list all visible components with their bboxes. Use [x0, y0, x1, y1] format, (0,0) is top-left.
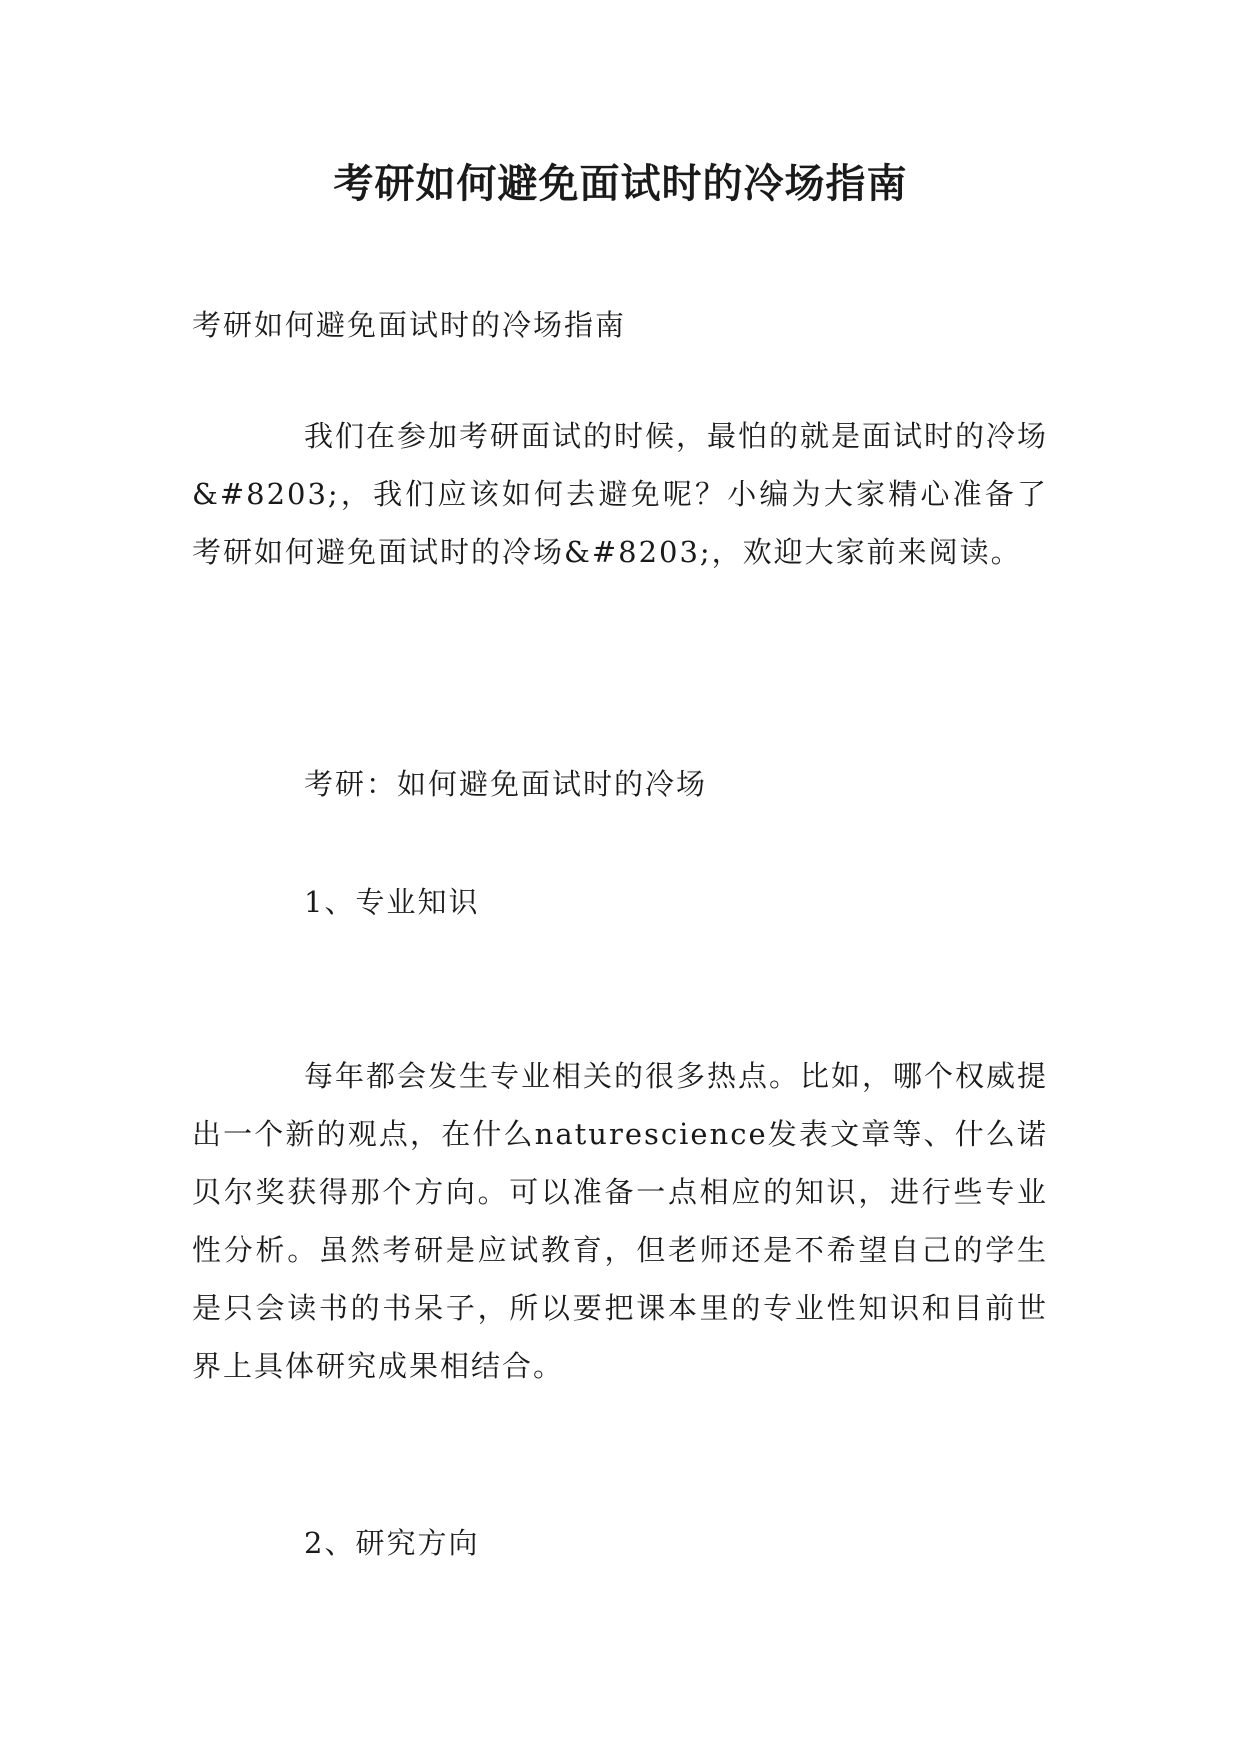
section1-body-block	[192, 1047, 1048, 1395]
section-title: 考研：如何避免面试时的冷场	[304, 767, 708, 801]
section1-heading: 1、专业知识	[304, 885, 480, 919]
document-title: 考研如何避免面试时的冷场指南	[333, 160, 908, 207]
section1-paragraph: 每年都会发生专业相关的很多热点。比如，哪个权威提出一个新的观点，在什么naturescience发表文章等、什么诺贝尔奖获得那个方向。可以准备一点相应的知识，进行些专业性分析。虽然考研是应试教育，但老师还是不希望自己的学生是只会读书的书呆子，所以要把课本里的专业性知识和目前世界上具体研究成果相结合。	[192, 1059, 1049, 1383]
intro-paragraph: 我们在参加考研面试的时候，最怕的就是面试时的冷场&#8203;，我们应该如何去避免呢？小编为大家精心准备了考研如何避免面试时的冷场&#8203;，欢迎大家前来阅读。	[192, 419, 1049, 569]
section2-heading: 2、研究方向	[304, 1526, 480, 1560]
document-subtitle: 考研如何避免面试时的冷场指南	[192, 308, 627, 342]
intro-paragraph-block	[192, 407, 1048, 581]
